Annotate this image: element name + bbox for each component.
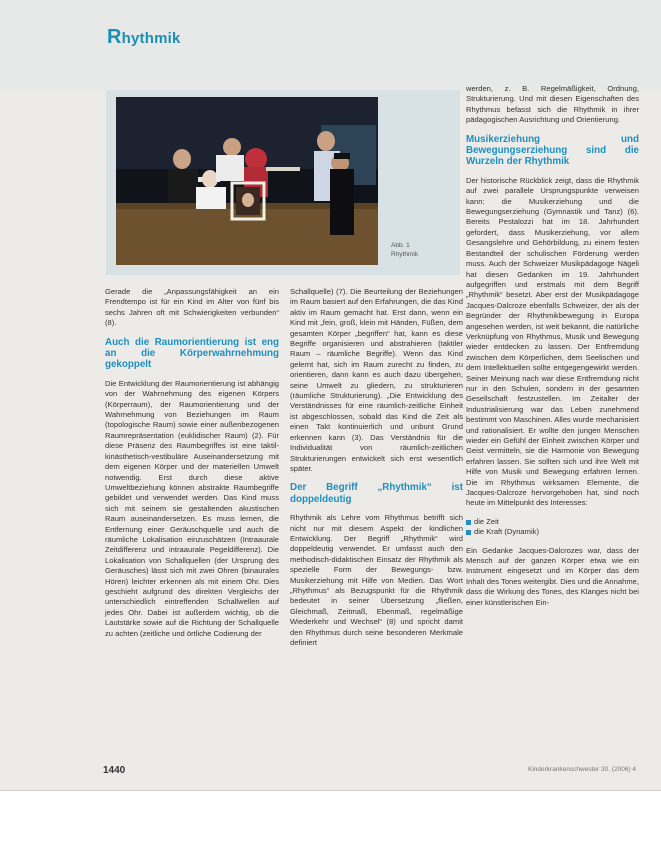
list-item: die Zeit <box>466 517 639 527</box>
paragraph: Die Entwicklung der Raumorientierung ist abhängig von der Wahrnehmung des eigenen Körpers (Körperraum), der Raumorientierung und der Wahrnehmung von Beziehungen im Raum (topologische Raum) sowie einer außenbezogenen Raumrepräsentation (euklidischer Raum) (2). Für diese Präsenz des Raumbegriffes ist eine taktil-kinästhetisch-vestibuläre Auseinandersetzung mit dem eigenen Körper und der materiellen Umwelt notwendig. Erst durch diese aktive Umweltbeziehung können abstrakte Raumbegriffe gebildet und verwendet werden. Das Kind muss sich mit seinem sie gestaltenden akustischen Raum auseinandersetzen. Es muss lernen, die Entfernung einer Geräuschquelle und auch die räumliche Lokalisation einzuschätzen (Intraaurale Zeitdifferenz und intraaurale Pegeldifferenz). Die Lokalisation von Schallquellen (der Ursprung des Geräusches) lässt sich mit zwei Ohren (binaurales Hören) leichter erkennen als mit einem Ohr. Dies geschieht aufgrund des direkten Vergleichs der unterschiedlich eintreffenden Schallwellen auf jedes Ohr. Dabei ist außerdem wichtig, ob die Lautstärke sowie auf die Richtung der Schallquelle zu achten (zeitliche und örtliche Codierung der <box>105 378 279 638</box>
paragraph: werden, z. B. Regelmäßigkeit, Ordnung, Strukturierung. Und mit diesen Eigenschaften des Rhythmus befasst sich die Rhythmik in ihrer pädagogischen Ausrichtung und Orientierung. <box>466 84 639 125</box>
figure-caption <box>391 242 451 259</box>
journal-footer: Kinderkrankenschwester 30. (2006) 4 <box>528 766 637 773</box>
paragraph: Schallquelle) (7). Die Beurteilung der Beziehungen im Raum basiert auf den Erfahrungen, die das Kind aktiv im Raum gemacht hat. Erst dann, wenn ein Kind mit „fein, groß, klein mit Händen, Füßen, dem gesamten Körper „begriffen“ hat, kann es diese Begriffe organisieren und abstrahieren (taktiler Raum – räumliche Begriffe). Wenn das Kind gelernt hat, sich im Raum zurecht zu finden, zu orientieren, dann kann es auch dazu übergehen, seine Umwelt zu gliedern, zu strukturieren (räumliche Strukturierung). „Die Entwicklung des Verständnisses für eine räumlich-zeitliche Einheit ist abgeschlossen, sobald das Kind die Zeit als einen Takt kontinuierlich und unbunt Grund erkennen kann (3). Das Verständnis für die Individualität von räumlich-zeitlichen Strukturierungen entwickelt sich erst wesentlich später. <box>290 287 463 473</box>
section-title-initial: R <box>107 26 122 48</box>
paragraph: Gerade die „Anpassungsfähigkeit an ein Frendtempo ist für ein Kind im Alter von fünf bis sechs Jahren oft mit Schwierigkeiten verbunden“ (8). <box>105 287 279 328</box>
section-title-rest: hythmik <box>121 30 181 47</box>
figure-caption-number: Abb. 1 <box>391 242 410 249</box>
subheading: Der Begriff „Rhythmik“ ist doppeldeutig <box>290 482 463 505</box>
paragraph: Ein Gedanke Jacques-Dalcrozes war, dass der Mensch auf der ganzen Körper etwa wie ein Instrument eingesetzt und im Körper das dem Inhalt des Tones weitergibt. Dies und die Annahme, dass die Wirkung des Tones, des Klanges nicht bei einer künstlerischen Ein- <box>466 545 639 607</box>
photo-illustration <box>116 97 378 265</box>
text-column-right <box>466 84 639 616</box>
page-number: 1440 <box>103 765 126 776</box>
subheading: Auch die Raumorientierung ist eng an die Körperwahrnehmung gekoppelt <box>105 336 279 371</box>
paragraph: Der historische Rückblick zeigt, dass die Rhythmik auf zwei parallele Ursprungspunkte verweisen kann: die Musikerziehung und die Bewegungserziehung (Gymnastik und Tanz) (6). Bereits Pestalozzi hat im 18. Jahrhundert gefordert, dass Musikerziehung, vor allem Gesangslehre und Gehörbildung, zu einem festen Bestandteil der schulischen Förderung werden muss. Auch der Schweizer Musikpädagoge Nägeli hat diesen Gedanken im 19. Jahrhundert aufgegriffen und erstmals mit dem Begriff „Rhythmik“ besetzt. Aber erst der Musikpädagoge Jacques-Dalcroze ebenfalls Schweizer, der als der Begründer der Rhythmikbewegung in Europa angesehen werden, ist weit bekannt, die natürliche Verknüpfung von Rhythmus, Musik und Bewegung wieder entdecken zu lassen. Der Entfremdung zwischen dem Körperlichen, dem Seelischen und dem Intellektuellen sollte entgegengewirkt werden. Seiner Meinung nach war diese Entfremdung nicht nur in den Schulen, sondern in der gesamten Gesellschaft festzustellen. Im Zeitalter der Industrialisierung war das Leben zunehmend bestimmt von Maschinen. Alles wurde mechanisiert und rationalisiert. Er wollte den jungen Menschen wieder ein Gefühl der Einheit zwischen Körper und Geist vermitteln, sie die Harmonie von Bewegung erfahren lassen. Sie sollten sich und ihre Welt mit Hilfe von Musik und Bewegung erfahren lernen. Die im Rhythmus wirksamen Elemente, die Jacques-Dalcroze hervorgehoben hat, sind noch heute im Mittelpunkt des Interesses: <box>466 175 639 508</box>
subheading: Musikerziehung und Bewegungserziehung sind die Wurzeln der Rhythmik <box>466 133 639 168</box>
header-band <box>0 0 661 92</box>
figure-caption-text: Rhythmik <box>391 250 419 258</box>
bullet-list <box>466 517 639 538</box>
paragraph: Rhythmik als Lehre vom Rhythmus betrifft sich nicht nur mit diesem Aspekt der kindlichen Entwicklung. Der Begriff „Rhythmik“ wird doppeldeutig verwendet. Er umfasst auch den methodisch-didaktischen Einsatz der Rhythmik als spezielle Form der Bewegungs- bzw. Musikerziehung mit Hilfe von Medien. Das Wort „Rhythmus“ als Bezugspunkt für die Rhythmik bedeutet in seiner Übersetzung „fließen, Gleichmaß, Zeitmaß, Ebenmaß, regelmäßige Wiederkehr und Wechsel“ (8) und spricht damit den Rhythmus durch seine besonderen Merkmale definiert <box>290 513 463 647</box>
text-column-middle <box>290 287 463 656</box>
list-item: die Kraft (Dynamik) <box>466 527 639 537</box>
section-title <box>107 26 181 49</box>
rhythmik-photo <box>116 97 378 265</box>
text-column-left <box>105 287 279 647</box>
figure-block <box>106 90 460 275</box>
